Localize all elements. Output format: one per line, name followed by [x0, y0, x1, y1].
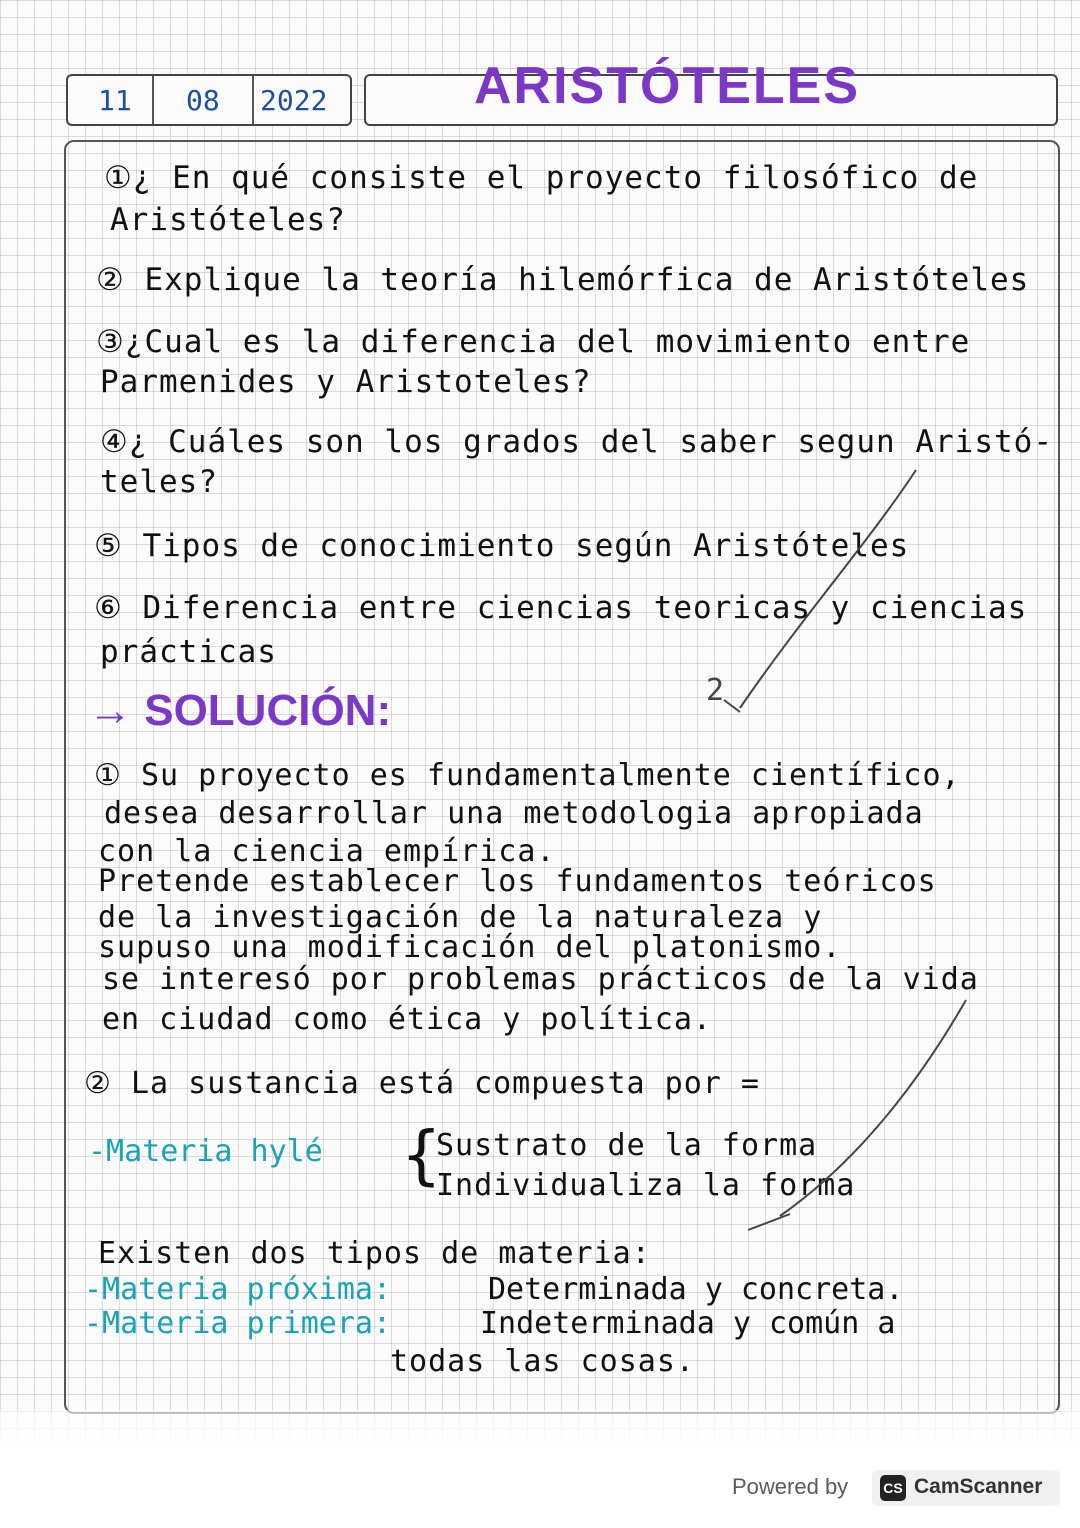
answer-1-line: desea desarrollar una metodologia apropiada	[104, 796, 924, 831]
question-2: ② Explique la teoría hilemórfica de Aristóteles	[96, 262, 1030, 298]
answer-1-line: ① Su proyecto es fundamentalmente científico,	[94, 758, 961, 793]
materia-primera-def: Indeterminada y común a	[480, 1306, 896, 1341]
powered-by-text: Powered by	[732, 1474, 849, 1499]
tipos-intro: Existen dos tipos de materia:	[98, 1236, 651, 1271]
materia-primera-def-cont: todas las cosas.	[390, 1344, 695, 1379]
question-6-line-1: ⑥ Diferencia entre ciencias teoricas y ciencias	[94, 590, 1028, 626]
answer-1-line: Pretende establecer los fundamentos teóricos	[98, 864, 937, 899]
date-day: 11	[98, 84, 132, 117]
page-title: ARISTÓTELES	[474, 57, 861, 115]
question-1-line-2: Aristóteles?	[110, 202, 346, 238]
question-4-line-2: teles?	[100, 464, 218, 500]
solution-heading: → SOLUCIÓN:	[88, 686, 392, 735]
materia-item: Individualiza la forma	[436, 1168, 856, 1203]
question-5: ⑤ Tipos de conocimiento según Aristóteles	[94, 528, 910, 564]
date-divider	[152, 76, 154, 124]
question-4-line-1: ④¿ Cuáles son los grados del saber segun Aristó-	[100, 424, 1053, 460]
camscanner-badge	[872, 1470, 1060, 1506]
brace: {	[402, 1119, 442, 1193]
materia-item: Sustrato de la forma	[436, 1128, 818, 1163]
camscanner-name: CamScanner	[914, 1475, 1043, 1498]
date-year: 2022	[260, 84, 328, 117]
answer-2-intro: ② La sustancia está compuesta por =	[84, 1066, 760, 1101]
date-divider	[252, 76, 254, 124]
date-box	[66, 74, 352, 126]
check-label: 2	[706, 673, 725, 708]
question-3-line-2: Parmenides y Aristoteles?	[100, 364, 592, 400]
answer-1-line: supuso una modificación del platonismo.	[98, 930, 842, 965]
question-1-line-1: ①¿ En qué consiste el proyecto filosófico de	[104, 160, 979, 196]
materia-primera-label: -Materia primera:	[84, 1306, 392, 1341]
camscanner-logo-icon: CS	[880, 1475, 906, 1501]
answer-1-line: con la ciencia empírica.	[98, 834, 556, 869]
question-6-line-2: prácticas	[100, 634, 277, 670]
question-3-line-1: ③¿Cual es la diferencia del movimiento entre	[96, 324, 971, 360]
materia-proxima-label: -Materia próxima:	[84, 1272, 392, 1307]
materia-proxima-def: Determinada y concreta.	[488, 1272, 904, 1307]
answer-1-line: se interesó por problemas prácticos de la vida	[102, 962, 979, 997]
page-bottom-fade	[0, 1410, 1080, 1528]
answer-1-line: de la investigación de la naturaleza y	[98, 900, 823, 935]
answer-1-line: en ciudad como ética y política.	[102, 1002, 712, 1037]
date-month: 08	[186, 84, 220, 117]
materia-hyle-label: -Materia hylé	[88, 1134, 323, 1169]
